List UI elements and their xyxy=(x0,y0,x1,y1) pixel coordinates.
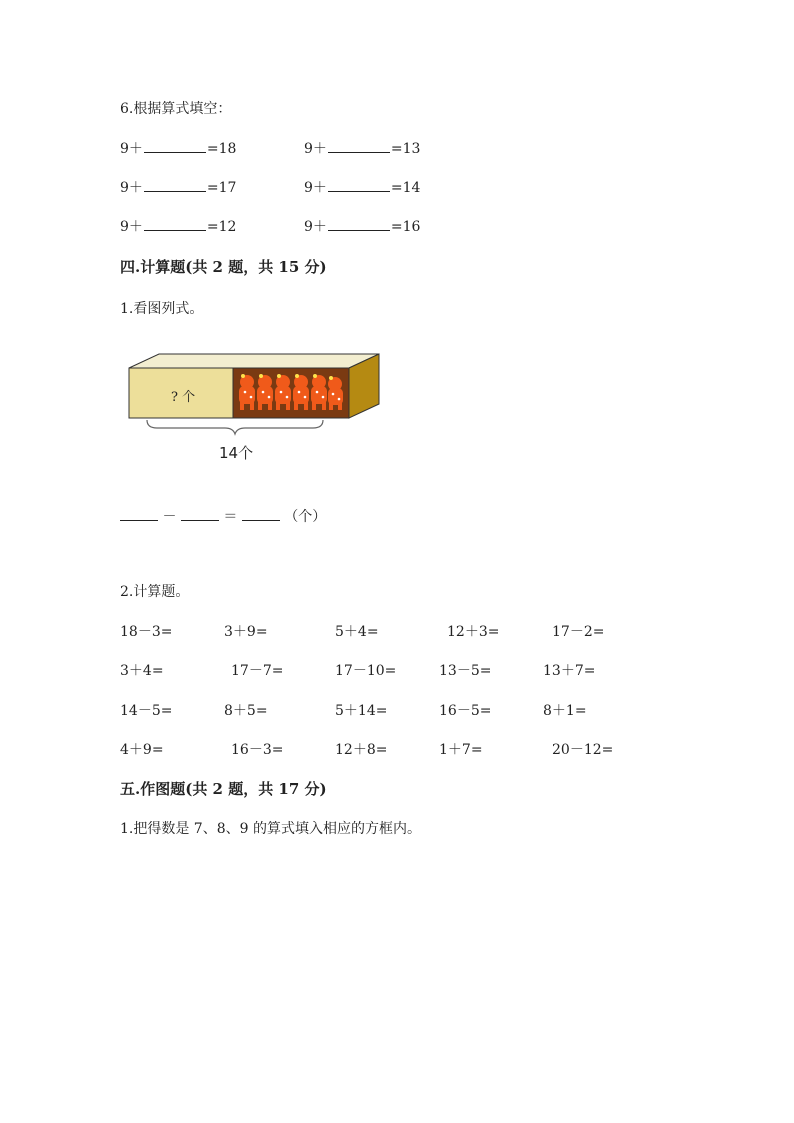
calc-item: 8＋5= xyxy=(224,703,268,719)
calc-item: 12＋8= xyxy=(335,742,388,758)
answer-blank[interactable] xyxy=(328,216,390,231)
calc-item: 17－10= xyxy=(335,663,397,679)
box-figure xyxy=(125,352,385,471)
calc-item: 20－12= xyxy=(552,742,614,758)
calc-item: 3＋4= xyxy=(120,663,164,679)
answer-blank[interactable] xyxy=(328,138,390,153)
equation-right: =16 xyxy=(390,219,421,235)
calc-item: 14－5= xyxy=(120,703,173,719)
total-brace xyxy=(147,420,323,434)
total-count-label: 14个 xyxy=(219,444,254,462)
calc-item: 12＋3= xyxy=(447,624,500,640)
question-6-title: 6.根据算式填空： xyxy=(120,101,232,117)
figure-equation xyxy=(120,506,326,526)
equation-left: 9＋ xyxy=(304,219,327,235)
answer-blank[interactable] xyxy=(120,506,158,521)
calc-item: 5＋14= xyxy=(335,703,388,719)
calc-item: 13－5= xyxy=(439,663,492,679)
equation-right: =18 xyxy=(206,141,237,157)
answer-blank[interactable] xyxy=(242,506,280,521)
answer-blank[interactable] xyxy=(144,138,206,153)
fill-equation xyxy=(120,216,236,236)
calc-item: 1＋7= xyxy=(439,742,483,758)
equation-left: 9＋ xyxy=(304,180,327,196)
calc-item: 18－3= xyxy=(120,624,173,640)
answer-blank[interactable] xyxy=(181,506,219,521)
calc-item: 4＋9= xyxy=(120,742,164,758)
question-5-1-title: 1.把得数是 7、8、9 的算式填入相应的方框内。 xyxy=(120,821,421,837)
fill-equation xyxy=(120,138,236,158)
minus-sign: － xyxy=(162,509,177,525)
answer-blank[interactable] xyxy=(144,216,206,231)
fill-equation xyxy=(304,177,420,197)
calc-item: 16－5= xyxy=(439,703,492,719)
calc-item: 13＋7= xyxy=(543,663,596,679)
question-4-2-title: 2.计算题。 xyxy=(120,584,190,600)
answer-blank[interactable] xyxy=(328,177,390,192)
equation-right: =14 xyxy=(390,180,421,196)
question-4-1-title: 1.看图列式。 xyxy=(120,301,204,317)
box-illustration xyxy=(125,352,385,467)
section-4-heading: 四.计算题(共 2 题，共 15 分) xyxy=(120,258,327,276)
calc-item: 16－3= xyxy=(231,742,284,758)
unknown-count-label: ? 个 xyxy=(171,390,196,405)
equation-left: 9＋ xyxy=(120,141,143,157)
unit-label: （个） xyxy=(284,509,327,525)
calc-item: 17－7= xyxy=(231,663,284,679)
calc-item: 17－2= xyxy=(552,624,605,640)
fill-equation xyxy=(304,138,420,158)
equation-right: =13 xyxy=(390,141,421,157)
calc-item: 5＋4= xyxy=(335,624,379,640)
fill-equation xyxy=(120,177,236,197)
calc-item: 8＋1= xyxy=(543,703,587,719)
equation-left: 9＋ xyxy=(120,219,143,235)
calc-item: 3＋9= xyxy=(224,624,268,640)
equals-sign: ＝ xyxy=(223,509,238,525)
equation-right: =17 xyxy=(206,180,237,196)
section-5-heading: 五.作图题(共 2 题，共 17 分) xyxy=(120,780,327,798)
equation-left: 9＋ xyxy=(304,141,327,157)
equation-right: =12 xyxy=(206,219,237,235)
fill-equation xyxy=(304,216,420,236)
equation-left: 9＋ xyxy=(120,180,143,196)
answer-blank[interactable] xyxy=(144,177,206,192)
